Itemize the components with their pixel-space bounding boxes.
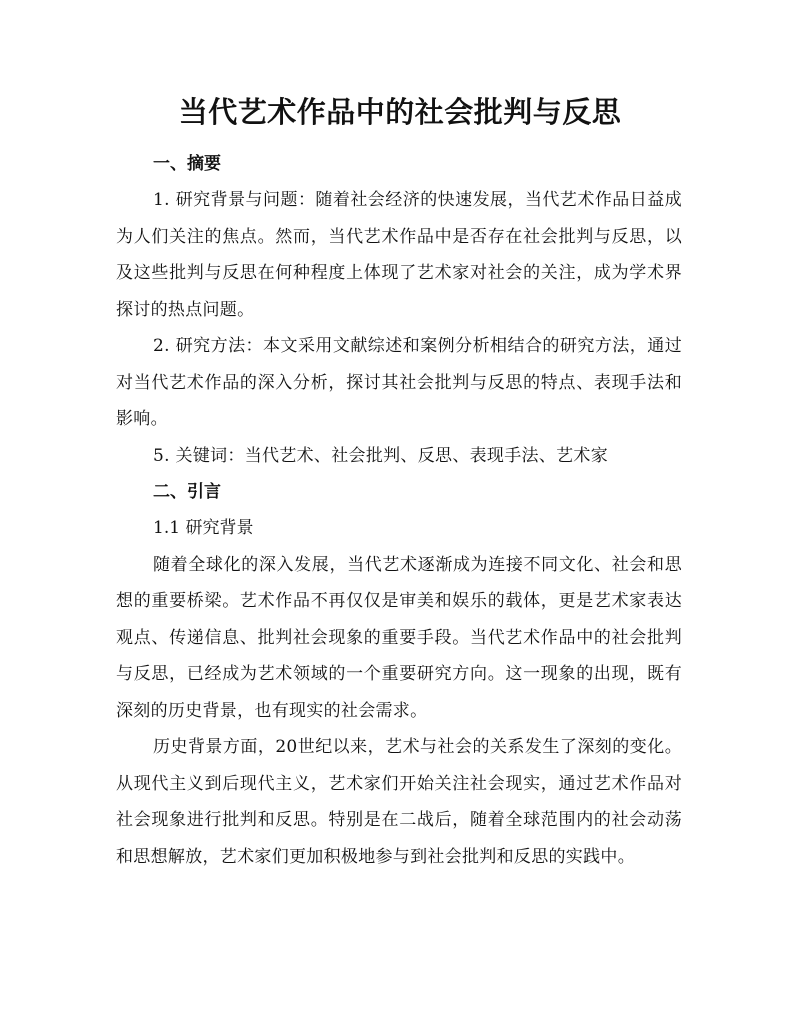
- abstract-paragraph-method: 2. 研究方法：本文采用文献综述和案例分析相结合的研究方法，通过对当代艺术作品的深入分析，探讨其社会批判与反思的特点、表现手法和影响。: [116, 336, 682, 429]
- intro-paragraph-1: 随着全球化的深入发展，当代艺术逐渐成为连接不同文化、社会和思想的重要桥梁。艺术作品不再仅仅是审美和娱乐的载体，更是艺术家表达观点、传递信息、批判社会现象的重要手段。当代艺术作品中的社会批判与反思，已经成为艺术领域的一个重要研究方向。这一现象的出现，既有深刻的历史背景，也有现实的社会需求。: [116, 554, 682, 721]
- section-heading-introduction: 二、引言: [153, 482, 221, 502]
- page-title: 当代艺术作品中的社会批判与反思: [178, 95, 622, 129]
- abstract-paragraph-background: 1. 研究背景与问题：随着社会经济的快速发展，当代艺术作品日益成为人们关注的焦点。然而，当代艺术作品中是否存在社会批判与反思，以及这些批判与反思在何种程度上体现了艺术家对社会的关注，成为学术界探讨的热点问题。: [116, 190, 682, 320]
- abstract-paragraph-keywords: 5. 关键词：当代艺术、社会批判、反思、表现手法、艺术家: [153, 445, 609, 466]
- section-heading-abstract: 一、摘要: [153, 154, 221, 174]
- intro-paragraph-2: 历史背景方面，20世纪以来，艺术与社会的关系发生了深刻的变化。从现代主义到后现代主义，艺术家们开始关注社会现实，通过艺术作品对社会现象进行批判和反思。特别是在二战后，随着全球范围内的社会动荡和思想解放，艺术家们更加积极地参与到社会批判和反思的实践中。: [116, 737, 682, 867]
- subsection-heading-background: 1.1 研究背景: [153, 518, 254, 538]
- document-body: [116, 146, 682, 875]
